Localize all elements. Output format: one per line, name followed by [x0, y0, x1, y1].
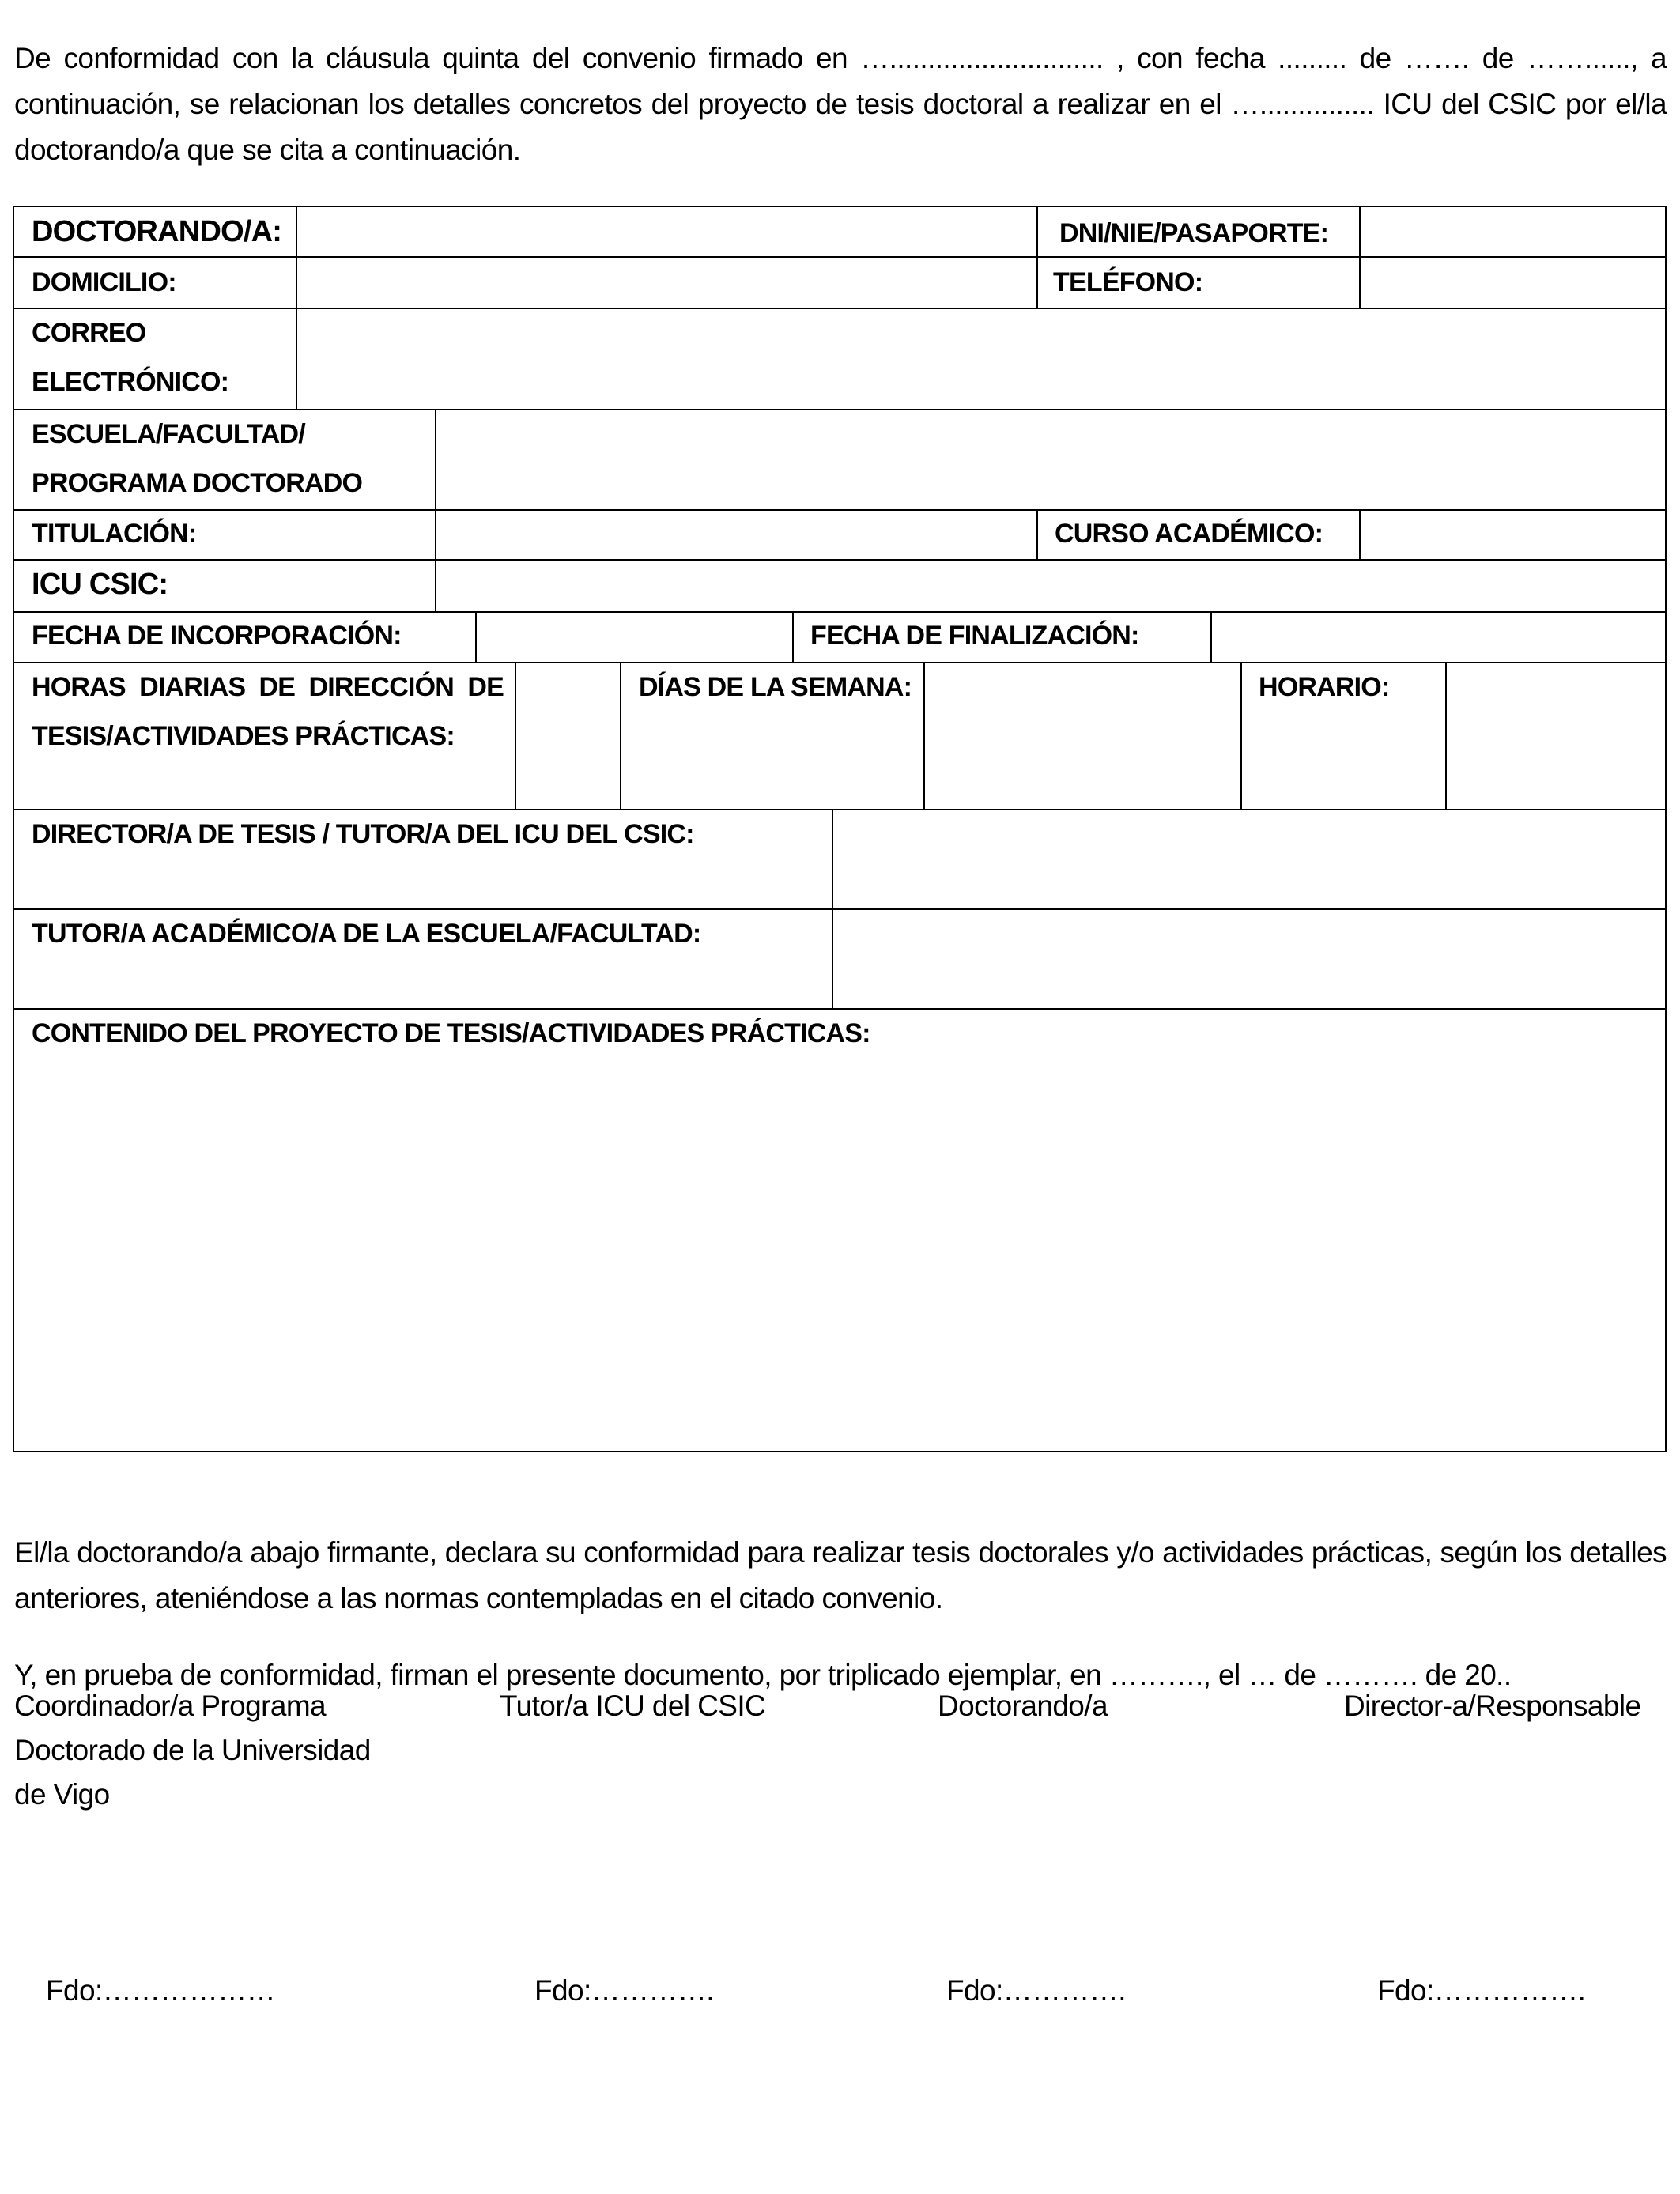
- label-contenido-proyecto: CONTENIDO DEL PROYECTO DE TESIS/ACTIVIDADES PRÁCTICAS:: [32, 1018, 870, 1048]
- field-icu[interactable]: [436, 561, 1665, 611]
- label-director-tesis: DIRECTOR/A DE TESIS / TUTOR/A DEL ICU DEL CSIC:: [32, 819, 694, 849]
- label-doctorando: DOCTORANDO/A:: [32, 215, 282, 248]
- field-telefono[interactable]: [1361, 258, 1665, 308]
- field-horas[interactable]: [516, 663, 620, 809]
- signature-coordinador: [14, 1684, 371, 1817]
- intro-paragraph: De conformidad con la cláusula quinta del convenio firmado en …............................ , con fecha ......... de ……. de ……......, a continuación, se relacionan los detalles concretos del proyecto de tesis doctoral a realizar en el …............... ICU del CSIC por el/la doctorando/a que se cita a continuación.: [14, 42, 1667, 166]
- label-fecha-finalizacion: FECHA DE FINALIZACIÓN:: [810, 621, 1139, 651]
- label-horas-line2: TESIS/ACTIVIDADES PRÁCTICAS:: [32, 721, 455, 751]
- fdo-tutor-icu[interactable]: Fdo:………….: [534, 1974, 714, 2007]
- label-domicilio: DOMICILIO:: [32, 267, 176, 297]
- field-dni[interactable]: [1361, 207, 1665, 256]
- field-titulacion[interactable]: [436, 511, 1036, 559]
- proof-paragraph: Y, en prueba de conformidad, firman el presente documento, por triplicado ejemplar, en ………., el … de ………. de 20..: [14, 1659, 1512, 1691]
- declaration-paragraph: El/la doctorando/a abajo firmante, declara su conformidad para realizar tesis doctorales y/o actividades prácticas, según los detalles anteriores, ateniéndose a las normas contempladas en el citado convenio.: [14, 1536, 1667, 1614]
- fdo-doctorando[interactable]: Fdo:………….: [946, 1974, 1126, 2007]
- signature-tutor-icu: Tutor/a ICU del CSIC: [500, 1690, 766, 1722]
- label-correo-line1: CORREO: [32, 318, 146, 348]
- field-correo[interactable]: [297, 309, 1665, 409]
- field-fecha-finalizacion[interactable]: [1212, 613, 1665, 662]
- field-tutor-academico[interactable]: [833, 910, 1665, 1008]
- field-dias[interactable]: [925, 663, 1240, 809]
- label-dni: DNI/NIE/PASAPORTE:: [1059, 218, 1329, 248]
- fdo-coordinador[interactable]: Fdo:………………: [46, 1974, 276, 2007]
- label-escuela-line1: ESCUELA/FACULTAD/: [32, 419, 305, 449]
- thesis-project-form: [13, 206, 1667, 1452]
- label-telefono: TELÉFONO:: [1053, 267, 1203, 297]
- field-doctorando[interactable]: [297, 207, 1036, 256]
- label-titulacion: TITULACIÓN:: [32, 519, 197, 549]
- label-escuela-line2: PROGRAMA DOCTORADO: [32, 468, 363, 498]
- label-tutor-academico: TUTOR/A ACADÉMICO/A DE LA ESCUELA/FACULTAD:: [32, 919, 701, 949]
- label-fecha-incorporacion: FECHA DE INCORPORACIÓN:: [32, 621, 402, 651]
- label-horas-line1: HORAS DIARIAS DE DIRECCIÓN DE: [32, 672, 504, 702]
- field-escuela[interactable]: [436, 410, 1665, 509]
- field-contenido[interactable]: [14, 1061, 1665, 1451]
- fdo-director[interactable]: Fdo:…………….: [1377, 1974, 1586, 2007]
- signature-director: Director-a/Responsable: [1344, 1690, 1641, 1722]
- signature-coordinador-line1: Coordinador/a Programa: [14, 1690, 327, 1722]
- signature-coordinador-line3: de Vigo: [14, 1778, 110, 1811]
- field-domicilio[interactable]: [297, 258, 1036, 308]
- label-horario: HORARIO:: [1259, 672, 1390, 702]
- label-icu-csic: ICU CSIC:: [32, 568, 168, 601]
- signature-coordinador-line2: Doctorado de la Universidad: [14, 1734, 371, 1766]
- label-curso-academico: CURSO ACADÉMICO:: [1055, 519, 1323, 549]
- field-horario[interactable]: [1447, 663, 1665, 809]
- signature-doctorando: Doctorando/a: [938, 1690, 1108, 1722]
- label-correo-line2: ELECTRÓNICO:: [32, 367, 229, 397]
- field-director[interactable]: [833, 810, 1665, 908]
- label-dias-semana: DÍAS DE LA SEMANA:: [639, 672, 912, 702]
- field-fecha-incorporacion[interactable]: [477, 613, 792, 662]
- field-curso[interactable]: [1361, 511, 1665, 559]
